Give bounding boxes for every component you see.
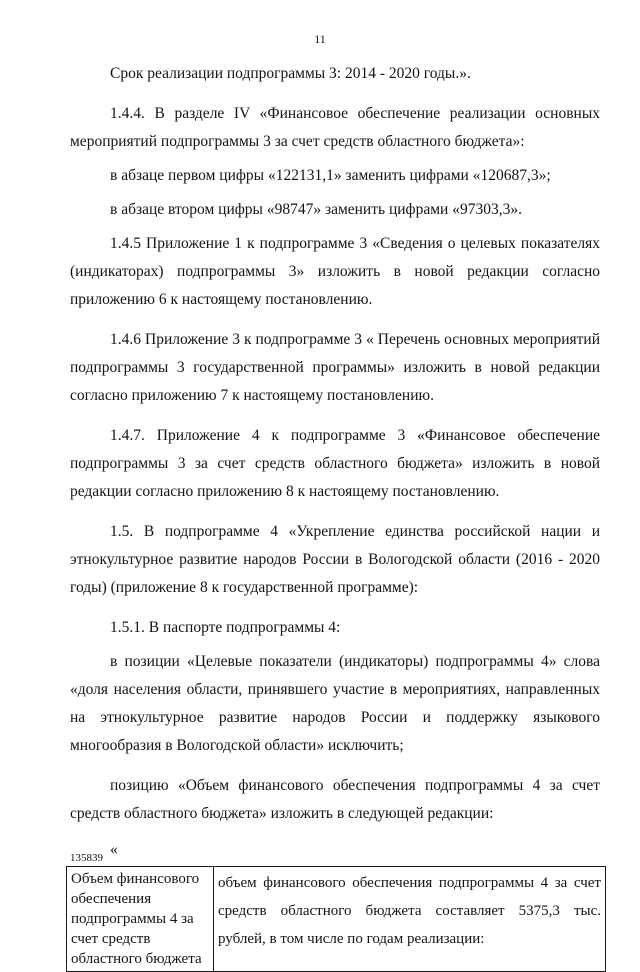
paragraph-term: Срок реализации подпрограммы 3: 2014 - 2020 годы.». <box>110 65 471 82</box>
paragraph-first-abzac: в абзаце первом цифры «122131,1» заменить цифрами «120687,3»; <box>110 167 551 184</box>
table-cell-label: Объем финансового обеспечения подпрограммы 4 за счет средств областного бюджета <box>67 867 214 972</box>
paragraph-second-abzac: в абзаце втором цифры «98747» заменить цифрами «97303,3». <box>110 201 522 218</box>
opening-quote: « <box>110 841 118 858</box>
paragraph-target-indicators: в позиции «Целевые показатели (индикаторы) подпрограммы 4» слова «доля населения области, принявшего участие в мероприятиях, направленных на этнокультурное развитие народов России и поддержку языкового многообразия в Вологодской области» исключить; <box>70 653 600 754</box>
table-row <box>67 867 606 972</box>
page-number: 11 <box>314 32 326 46</box>
financing-table <box>66 866 606 972</box>
paragraph-1-4-4: 1.4.4. В разделе IV «Финансовое обеспечение реализации основных мероприятий подпрограммы 3 за счет средств областного бюджета»: <box>70 105 600 150</box>
document-body <box>70 60 600 972</box>
paragraph-1-4-6: 1.4.6 Приложение 3 к подпрограмме 3 « Перечень основных мероприятий подпрограммы 3 государственной программы» изложить в новой редакции согласно приложению 7 к настоящему постановлению. <box>70 331 600 404</box>
paragraph-financing-position: позицию «Объем финансового обеспечения подпрограммы 4 за счет средств областного бюджета» изложить в следующей редакции: <box>70 777 600 822</box>
paragraph-1-4-5: 1.4.5 Приложение 1 к подпрограмме 3 «Сведения о целевых показателях (индикаторах) подпрограммы 3» изложить в новой редакции согласно приложению 6 к настоящему постановлению. <box>70 235 600 308</box>
paragraph-1-5-1: 1.5.1. В паспорте подпрограммы 4: <box>110 619 341 636</box>
table-cell-value: объем финансового обеспечения подпрограммы 4 за счет средств областного бюджета составляет 5375,3 тыс. рублей, в том числе по годам реализации: <box>214 867 606 972</box>
paragraph-1-4-7: 1.4.7. Приложение 4 к подпрограмме 3 «Финансовое обеспечение подпрограммы 3 за счет средств областного бюджета» изложить в новой редакции согласно приложению 8 к настоящему постановлению. <box>70 427 600 500</box>
paragraph-1-5: 1.5. В подпрограмме 4 «Укрепление единства российской нации и этнокультурное развитие народов России в Вологодской области (2016 - 2020 годы) (приложение 8 к государственной программе): <box>70 523 600 596</box>
document-code: 135839 <box>70 852 103 864</box>
